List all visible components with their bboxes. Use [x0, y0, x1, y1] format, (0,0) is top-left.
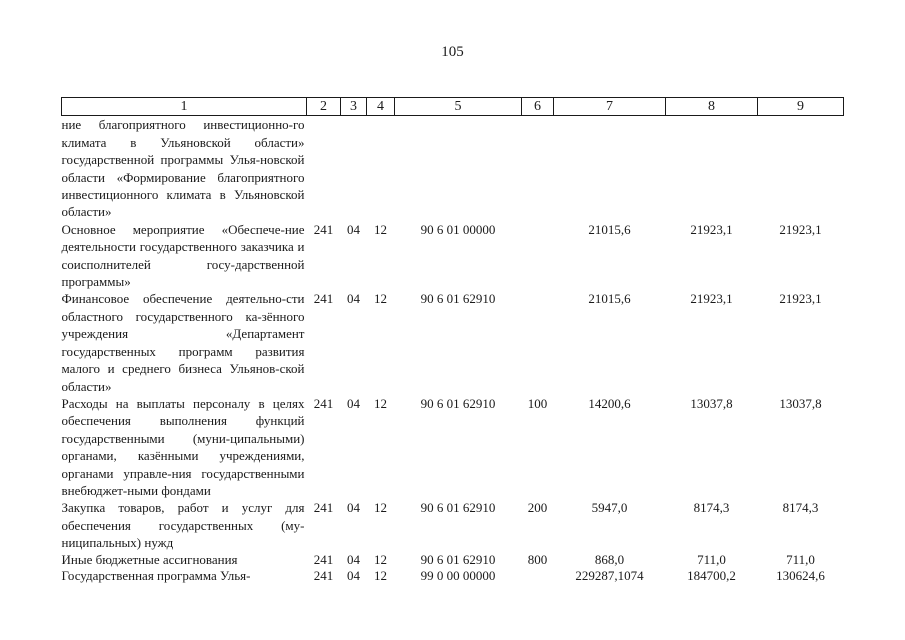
- column-header-grbs: 2: [307, 98, 341, 116]
- row-year-3: 13037,8: [779, 395, 822, 411]
- row-target-article: 99 0 00 00000: [420, 567, 496, 583]
- row-year-1: 5947,0: [591, 500, 628, 516]
- table-row: [62, 221, 844, 291]
- row-grbs: 241: [313, 395, 334, 411]
- row-expense-type: [522, 116, 554, 221]
- row-subsection: 12: [374, 551, 387, 567]
- column-header-target-article: 5: [395, 98, 522, 116]
- row-name: Основное мероприятие «Обеспече-ние деятельности государственного заказчика и соисполнителей госу-дарственной программы»: [61, 221, 305, 290]
- row-year-2: 184700,2: [687, 567, 736, 583]
- row-section: 04: [347, 567, 360, 583]
- row-subsection: 12: [374, 500, 387, 516]
- row-year-1: [554, 116, 666, 221]
- row-year-3: 711,0: [786, 551, 815, 567]
- row-year-2: 711,0: [697, 551, 726, 567]
- row-target-article: [395, 116, 522, 221]
- row-name: Финансовое обеспечение деятельно-сти областного государственного ка-зённого учреждения «Департамент государственных программ развития малого и среднего бизнеса Ульянов-ской области»: [61, 291, 305, 394]
- column-header-subsection: 4: [367, 98, 395, 116]
- column-header-year-3: 9: [758, 98, 844, 116]
- row-grbs: [307, 116, 341, 221]
- row-subsection: 12: [374, 221, 387, 237]
- table-row: [62, 116, 844, 221]
- row-target-article: 90 6 01 62910: [420, 395, 496, 411]
- row-subsection: [367, 116, 395, 221]
- row-expense-type: 100: [527, 395, 548, 411]
- row-year-1: 21015,6: [588, 291, 631, 307]
- table-row: [62, 290, 844, 394]
- row-expense-type: 200: [527, 500, 548, 516]
- row-name: Закупка товаров, работ и услуг для обеспечения государственных (му-ниципальных) нужд: [61, 500, 305, 551]
- row-expense-type: 800: [527, 551, 548, 567]
- row-subsection: 12: [374, 395, 387, 411]
- row-year-1: 229287,1074: [575, 567, 644, 583]
- column-header-year-1: 7: [554, 98, 666, 116]
- header-row: [62, 98, 844, 116]
- row-year-2: 21923,1: [690, 291, 733, 307]
- row-name: ние благоприятного инвестиционно-го климата в Ульяновской области» государственной программы Улья-новской области «Формирование благоприятного инвестиционного климата в Ульяновской области»: [61, 117, 305, 220]
- row-section: [341, 116, 367, 221]
- row-year-2: 21923,1: [690, 221, 733, 237]
- row-subsection: 12: [374, 567, 387, 583]
- row-grbs: 241: [313, 500, 334, 516]
- row-section: 04: [347, 551, 360, 567]
- row-section: 04: [347, 291, 360, 307]
- table-row: [62, 499, 844, 551]
- row-target-article: 90 6 01 62910: [420, 500, 496, 516]
- row-year-3: 130624,6: [776, 567, 825, 583]
- row-year-3: 8174,3: [782, 500, 819, 516]
- column-header-year-2: 8: [666, 98, 758, 116]
- row-subsection: 12: [374, 291, 387, 307]
- row-year-1: 868,0: [594, 551, 625, 567]
- row-name: Расходы на выплаты персоналу в целях обеспечения выполнения функций государственными (муни-ципальными) органами, казёнными учреждениями, органами управле-ния государственными внебюджет-ными фондами: [61, 395, 305, 498]
- row-year-1: 21015,6: [588, 221, 631, 237]
- row-section: 04: [347, 395, 360, 411]
- row-expense-type: [522, 221, 554, 291]
- budget-table: [61, 97, 844, 584]
- row-expense-type: [522, 568, 554, 584]
- table-row: [62, 395, 844, 499]
- row-expense-type: [522, 290, 554, 394]
- row-target-article: 90 6 01 00000: [420, 221, 496, 237]
- page-number: 105: [441, 44, 464, 60]
- row-year-2: 8174,3: [693, 500, 730, 516]
- row-target-article: 90 6 01 62910: [420, 291, 496, 307]
- row-year-3: [758, 116, 844, 221]
- column-header-section: 3: [341, 98, 367, 116]
- table-row: [62, 568, 844, 584]
- row-target-article: 90 6 01 62910: [420, 551, 496, 567]
- row-year-1: 14200,6: [588, 395, 631, 411]
- row-grbs: 241: [313, 567, 334, 583]
- row-name: Иные бюджетные ассигнования: [61, 551, 238, 567]
- row-name: Государственная программа Улья-: [61, 567, 251, 583]
- row-year-2: 13037,8: [690, 395, 733, 411]
- table-row: [62, 552, 844, 568]
- row-year-3: 21923,1: [779, 291, 822, 307]
- row-section: 04: [347, 500, 360, 516]
- row-year-2: [666, 116, 758, 221]
- row-year-3: 21923,1: [779, 221, 822, 237]
- row-section: 04: [347, 221, 360, 237]
- column-header-name: 1: [62, 98, 307, 116]
- row-grbs: 241: [313, 221, 334, 237]
- row-grbs: 241: [313, 551, 334, 567]
- column-header-expense-type: 6: [522, 98, 554, 116]
- row-grbs: 241: [313, 291, 334, 307]
